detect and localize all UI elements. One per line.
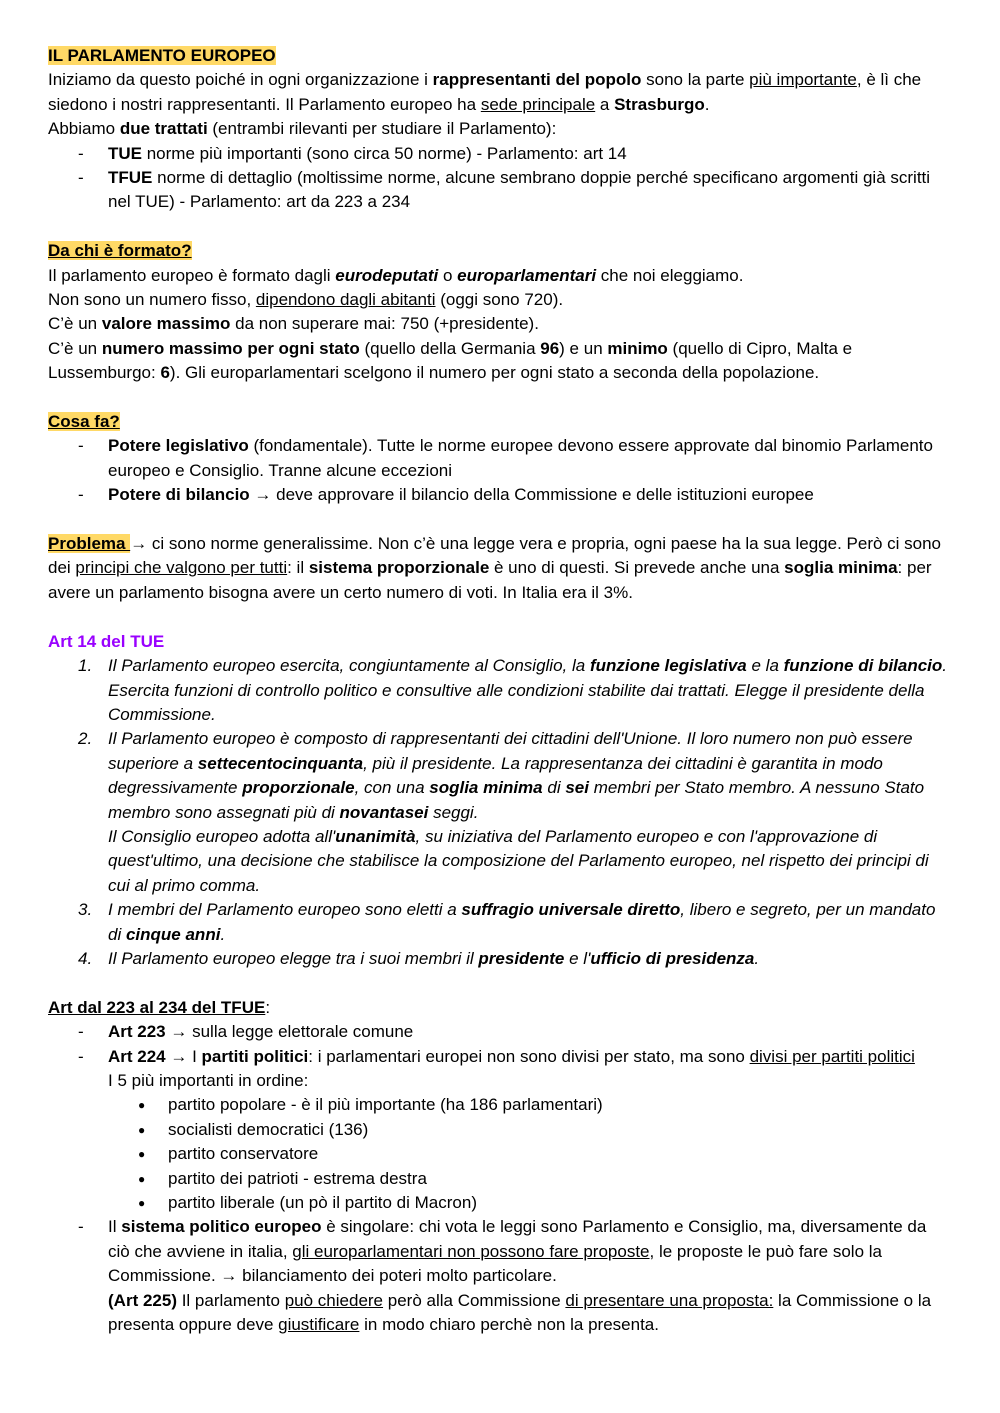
tfue-list — [48, 1020, 952, 1093]
spacer — [48, 215, 952, 239]
text: , su iniziativa del Parlamento europeo e con l'approvazione di quest'ultimo, una decisione che stabilisce la composizione del Parlamento europeo, nel rispetto dei principi di cui al primo comma. — [108, 826, 929, 895]
text: C’è un — [48, 338, 102, 358]
text: membri per Stato membro. A nessuno Stato membro sono assegnati più di — [108, 778, 925, 822]
bold-text: funzione di bilancio — [783, 656, 943, 676]
bold-text: partiti politici — [201, 1046, 309, 1066]
text: (fondamentale). Tutte le norme europee devono essere approvate dal binomio Parlamento europeo e Consiglio. Tranne alcune eccezioni — [108, 436, 933, 480]
text: : i parlamentari europei non sono divisi per stato, ma sono — [308, 1046, 750, 1066]
text: e l' — [564, 948, 591, 968]
item-number: 3. — [78, 900, 93, 920]
bold-text: ( — [108, 1290, 114, 1310]
text: → ci sono norme generalissime. Non c’è una legge vera e propria, ogni paese ha la sua legge. Però ci sono dei — [48, 534, 942, 578]
bold-text: rappresentanti del popolo — [432, 70, 642, 90]
list-item: ● partito conservatore — [48, 1142, 952, 1166]
text: (quello di Cipro, Malta e Lussemburgo: — [48, 338, 853, 383]
section-heading: Cosa fa? — [48, 412, 120, 432]
underlined-text: dipendono dagli abitanti — [255, 290, 436, 310]
bold-italic-text: europarlamentari — [457, 265, 597, 285]
text: di — [542, 778, 566, 798]
list-item — [48, 166, 952, 215]
section-heading: Problema — [48, 534, 131, 554]
bold-text: valore massimo — [101, 314, 231, 334]
text: ) e un — [559, 338, 608, 358]
item-number: 2. — [78, 729, 93, 749]
parties-intro: I 5 più importanti in ordine: — [108, 1070, 309, 1090]
text: C’è un — [48, 314, 102, 334]
bold-text: numero massimo per ogni stato — [101, 338, 360, 358]
underlined-text: giustificare — [278, 1315, 360, 1335]
bold-text: cinque anni — [125, 924, 221, 944]
text: a — [595, 94, 615, 114]
text: è uno di questi. Si prevede anche una — [489, 558, 785, 578]
bold-text: minimo — [607, 338, 668, 358]
section-heading: Da chi è formato? — [48, 241, 192, 261]
bold-text: Art 225) — [113, 1290, 177, 1310]
underlined-text: sede principale — [480, 94, 596, 114]
underlined-text: divisi per partiti politici — [749, 1046, 915, 1066]
text: Il Parlamento europeo è composto di rappresentanti dei cittadini dell'Unione. Il loro numero non può essere superiore a — [108, 729, 913, 773]
bold-text: sei — [565, 778, 589, 798]
text: (quello della Germania — [359, 338, 541, 358]
treaties-paragraph — [48, 117, 952, 141]
text: Abbiamo — [48, 119, 120, 139]
text: , più il presidente. La rappresentanza dei cittadini è garantita in modo degressivamente — [108, 753, 883, 798]
list-item — [48, 1045, 952, 1094]
text: , le proposte le può fare solo la Commissione. → bilanciamento dei poteri molto particolare. — [108, 1241, 882, 1286]
text: la Commissione o la presenta oppure deve — [108, 1290, 932, 1335]
list-item: ● partito liberale (un pò il partito di Macron) — [48, 1191, 952, 1215]
tfue-list-continued — [48, 1215, 952, 1337]
text: (entrambi rilevanti per studiare il Parlamento): — [207, 119, 557, 139]
text: norme più importanti (sono circa 50 norme) - Parlamento: art 14 — [142, 143, 627, 163]
underlined-text: più importante — [749, 70, 857, 90]
list-item — [48, 947, 952, 971]
bold-text: proporzionale — [242, 778, 355, 798]
art225-paragraph — [108, 1289, 952, 1338]
underlined-text: può chiedere — [284, 1290, 384, 1310]
paragraph — [48, 337, 952, 386]
text: però alla Commissione — [383, 1290, 566, 1310]
bold-text: Potere legislativo — [108, 436, 249, 456]
text: . Esercita funzioni di controllo politico e consultive alle condizioni stabilite dai trattati. Elegge il presidente della Commissione. — [108, 656, 948, 724]
art14-list — [48, 654, 952, 971]
problem-paragraph — [48, 532, 952, 605]
page-title: IL PARLAMENTO EUROPEO — [48, 46, 276, 65]
underlined-text: di presentare una proposta: — [565, 1290, 774, 1310]
spacer — [48, 508, 952, 532]
intro-paragraph — [48, 68, 952, 117]
text: ). Gli europarlamentari scelgono il numero per ogni stato a seconda della popolazione. — [169, 363, 820, 383]
list-item: ● socialisti democratici (136) — [48, 1118, 952, 1142]
list-item — [48, 727, 952, 898]
list-item — [48, 142, 952, 166]
list-item — [48, 1215, 952, 1337]
powers-list — [48, 434, 952, 507]
bold-text: sistema politico europeo — [121, 1217, 322, 1237]
parties-list — [48, 1093, 952, 1215]
bold-italic-text: eurodeputati — [335, 265, 439, 285]
bold-text: TFUE — [108, 168, 153, 188]
tfue-heading-line — [48, 996, 952, 1020]
text: Il Consiglio europeo adotta all' — [108, 826, 336, 846]
paragraph — [48, 264, 952, 288]
bold-text: suffragio universale diretto — [461, 900, 681, 920]
text: : — [265, 997, 271, 1017]
text: sono la parte — [641, 70, 750, 90]
text: Il Parlamento europeo elegge tra i suoi membri il — [108, 948, 479, 968]
spacer — [48, 605, 952, 629]
art14-heading-line — [48, 630, 952, 654]
bold-text: ufficio di presidenza — [590, 948, 755, 968]
treaties-list — [48, 142, 952, 215]
text: : il — [287, 558, 309, 578]
underlined-text: gli europarlamentari non possono fare proposte — [292, 1241, 650, 1261]
item-number: 1. — [78, 656, 93, 676]
list-item — [48, 1020, 952, 1044]
spacer — [48, 386, 952, 410]
text: I membri del Parlamento europeo sono eletti a — [108, 900, 462, 920]
paragraph — [48, 312, 952, 336]
bold-text: 6 — [160, 363, 170, 383]
bold-text: Strasburgo — [614, 94, 705, 114]
text: norme di dettaglio (moltissime norme, alcune sembrano doppie perché specificano argomenti già scritti nel TUE) - Parlamento: art da 223 a 234 — [108, 168, 931, 212]
paragraph — [48, 288, 952, 312]
section-heading-line — [48, 239, 952, 263]
text: : per avere un parlamento bisogna avere un certo numero di voti. In Italia era il 3%. — [48, 558, 932, 602]
text: → sulla legge elettorale comune — [165, 1022, 414, 1042]
text: , libero e segreto, per un mandato di — [108, 900, 936, 944]
underlined-text: principi che valgono per tutti — [75, 558, 288, 578]
bold-text: novantasei — [339, 802, 429, 822]
bold-text: settecentocinquanta — [197, 753, 364, 773]
bold-text: soglia minima — [429, 778, 543, 798]
title-line — [48, 44, 952, 68]
list-item — [48, 434, 952, 483]
text: Iniziamo da questo poiché in ogni organizzazione i — [48, 70, 433, 90]
list-item — [48, 483, 952, 507]
text: . — [220, 924, 226, 944]
text: Il Parlamento europeo esercita, congiuntamente al Consiglio, la — [108, 656, 590, 676]
text: da non superare mai: 750 (+presidente). — [230, 314, 539, 334]
bold-text: TUE — [108, 143, 142, 163]
bold-text: Potere di bilancio — [108, 485, 250, 505]
bold-text: 96 — [540, 338, 560, 358]
text: Il parlamento europeo è formato dagli — [48, 265, 336, 285]
text: seggi. — [428, 802, 479, 822]
bold-text: funzione legislativa — [589, 656, 747, 676]
text: (oggi sono 720). — [435, 290, 564, 310]
section-heading: Art dal 223 al 234 del TFUE — [48, 997, 266, 1017]
list-item — [48, 898, 952, 947]
list-item: ● partito popolare - è il più importante (ha 186 parlamentari) — [48, 1093, 952, 1117]
bold-text: soglia minima — [784, 558, 898, 578]
text: Non sono un numero fisso, — [48, 290, 256, 310]
text: o — [438, 265, 458, 285]
text: , è lì che siedono i nostri rappresentanti. Il Parlamento europeo ha — [48, 70, 922, 114]
text: in modo chiaro perchè non la presenta. — [359, 1315, 659, 1335]
text: , con una — [354, 778, 430, 798]
bold-text: due trattati — [119, 119, 208, 139]
spacer — [48, 971, 952, 995]
bold-text: sistema proporzionale — [308, 558, 490, 578]
list-item — [48, 654, 952, 727]
bold-text: Art 223 — [108, 1022, 166, 1042]
bold-text: presidente — [478, 948, 565, 968]
text: . — [704, 94, 710, 114]
section-heading: Art 14 del TUE — [48, 631, 165, 651]
text: → I — [165, 1046, 202, 1066]
text: è singolare: chi vota le leggi sono Parlamento e Consiglio, ma, diversamente da ciò che avviene in italia, — [108, 1217, 927, 1261]
text: → deve approvare il bilancio della Commissione e delle istituzioni europee — [249, 485, 814, 505]
item-number: 4. — [78, 948, 93, 968]
text: Il — [108, 1217, 122, 1237]
section-heading-line — [48, 410, 952, 434]
text: e la — [746, 656, 784, 676]
text: . — [754, 948, 760, 968]
text: che noi eleggiamo. — [596, 265, 744, 285]
bold-text: Art 224 — [108, 1046, 166, 1066]
bold-text: unanimità — [335, 826, 416, 846]
text: Il parlamento — [176, 1290, 285, 1310]
list-item: ● partito dei patrioti - estrema destra — [48, 1167, 952, 1191]
